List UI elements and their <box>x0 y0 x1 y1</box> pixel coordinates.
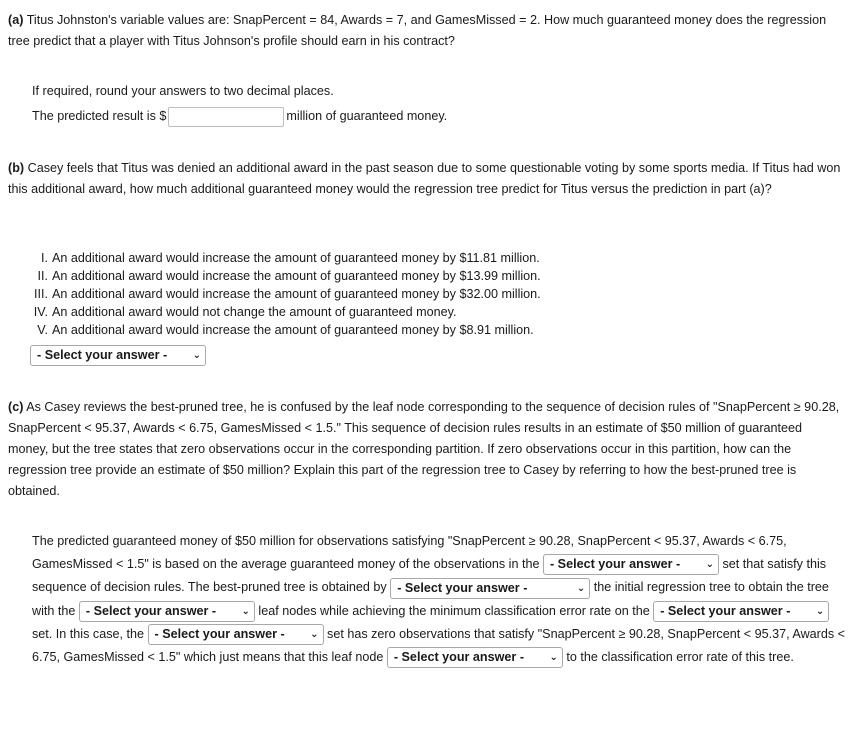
result-prefix: The predicted result is $ <box>32 109 167 123</box>
part-b-options <box>24 249 541 339</box>
option-text: An additional award would increase the amount of guaranteed money by $11.81 million. <box>52 251 540 265</box>
select-label: - Select your answer - <box>549 557 681 572</box>
select-label: - Select your answer - <box>154 626 285 641</box>
chevron-down-icon: ⌄ <box>576 582 586 594</box>
select-pruning-method[interactable] <box>390 578 590 599</box>
option-num: IV. <box>33 305 48 319</box>
part-b-question <box>8 158 844 200</box>
select-leaf-contribution[interactable] <box>387 647 563 668</box>
part-c-question <box>8 397 844 502</box>
select-error-set[interactable] <box>653 601 829 622</box>
chevron-down-icon: ⌄ <box>815 605 825 617</box>
round-note: If required, round your answers to two decimal places. <box>32 84 334 98</box>
part-b-label: (b) <box>8 161 25 175</box>
part-c-text: As Casey reviews the best-pruned tree, he is confused by the leaf node corresponding to the sequence of decision rules of "SnapPercent ≥ 90.28, SnapPercent < 95.37, Awards < 6.75, GamesMissed < 1.5." This sequence of decision rules results in an estimate of $50 million of guaranteed money, but the tree states that zero observations occur in the corresponding partition. If zero observations occur in this partition, how can the regression tree provide an estimate of $50 million? Explain this part of the regression tree to Casey by referring to how the best-pruned tree is obtained. <box>8 400 840 498</box>
select-label: - Select your answer - <box>660 603 791 618</box>
select-label: - Select your answer - <box>37 348 168 362</box>
part-a-question <box>8 10 844 52</box>
option-num: V. <box>37 323 48 337</box>
option-5 <box>24 321 541 339</box>
part-b-text: Casey feels that Titus was denied an additional award in the past season due to some questionable voting by some sports media. If Titus had won this additional award, how much additional guaranteed money would the regression tree predict for Titus versus the prediction in part (a)? <box>8 161 841 196</box>
para-text-4: leaf nodes while achieving the minimum classification error rate on the <box>258 603 650 618</box>
chevron-down-icon: ⌄ <box>192 350 201 361</box>
result-input[interactable] <box>168 107 284 127</box>
option-4 <box>24 303 541 321</box>
option-1 <box>24 249 541 267</box>
option-3 <box>24 285 541 303</box>
select-zero-set[interactable] <box>148 624 324 645</box>
part-a-text: Titus Johnston's variable values are: SnapPercent = 84, Awards = 7, and GamesMissed = 2. How much guaranteed money does the regression tree predict that a player with Titus Johnson's profile should earn in his contract? <box>8 13 827 48</box>
part-b-select[interactable] <box>30 345 206 366</box>
option-num: I. <box>41 251 48 265</box>
option-text: An additional award would increase the amount of guaranteed money by $32.00 million. <box>52 287 541 301</box>
para-text-7: to the classification error rate of this tree. <box>566 650 794 665</box>
part-c-label: (c) <box>8 400 24 414</box>
result-line <box>32 106 447 127</box>
para-text-3: the initial regression tree to obtain the tree with the <box>32 580 829 618</box>
option-num: II. <box>37 269 48 283</box>
option-num: III. <box>34 287 48 301</box>
select-label: - Select your answer - <box>393 650 525 665</box>
select-label: - Select your answer - <box>397 580 528 595</box>
chevron-down-icon: ⌄ <box>705 559 714 571</box>
para-text-6: set has zero observations that satisfy "SnapPercent ≥ 90.28, SnapPercent < 95.37, Awards < 6.75, GamesMissed < 1.5" which just means that this leaf node <box>32 626 846 665</box>
select-leaf-count[interactable] <box>79 601 255 622</box>
chevron-down-icon: ⌄ <box>310 628 319 640</box>
part-c-paragraph <box>32 530 847 669</box>
option-text: An additional award would increase the amount of guaranteed money by $13.99 million. <box>52 269 541 283</box>
chevron-down-icon: ⌄ <box>549 652 558 664</box>
option-2 <box>24 267 541 285</box>
select-partition-set[interactable] <box>543 554 719 575</box>
option-text: An additional award would not change the amount of guaranteed money. <box>52 305 457 319</box>
option-text: An additional award would increase the amount of guaranteed money by $8.91 million. <box>52 323 534 337</box>
select-label: - Select your answer - <box>85 603 217 618</box>
chevron-down-icon: ⌄ <box>241 605 250 617</box>
para-text-2: set that satisfy this sequence of decision rules. The best-pruned tree is obtained by <box>32 557 827 595</box>
para-text-1: The predicted guaranteed money of $50 million for observations satisfying "SnapPercent ≥ 90.28, SnapPercent < 95.37, Awards < 6.75, GamesMissed < 1.5" is based on the average guaranteed money of the observations in the <box>32 534 787 572</box>
result-suffix: million of guaranteed money. <box>286 109 448 123</box>
para-text-5: set. In this case, the <box>32 626 145 641</box>
part-a-label: (a) <box>8 13 24 27</box>
